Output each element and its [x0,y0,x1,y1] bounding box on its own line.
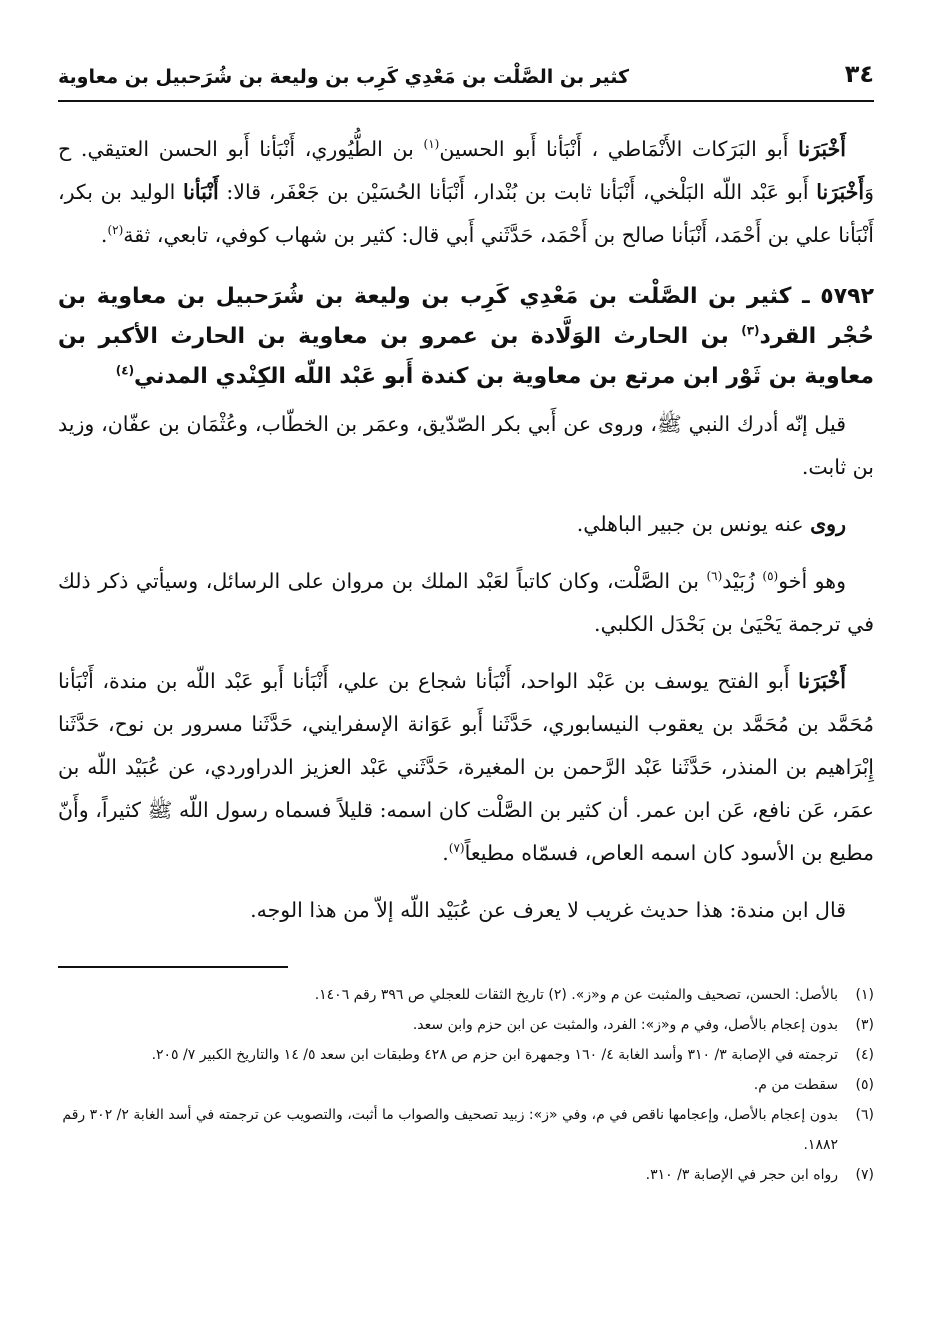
keyword-anbaana: أَنْبَأنا [182,180,219,204]
entry-heading-text: ٥٧٩٢ ـ كثير بن الصَّلْت بن مَعْدِي كَرِب بن وليعة بن شُرَحبيل بن معاوية بن حُجْر القرد [58,284,874,349]
period: . [442,841,449,865]
paragraph-text: بن الطُّيُوري، أَنْبَأنا أَبو الحسن العتيقي. ح وَ [58,137,874,204]
footnote-text: رواه ابن حجر في الإصابة ٣/ ٣١٠. [645,1167,838,1183]
paragraph-text: الوليد بن بكر، أَنْبَأنا علي بن أَحْمَد، أَنْبَأنا صالح بن أَحْمَد، حَدَّثَني أَبي قال: كثير بن شهاب كوفي، تابعي، ثقة [58,180,874,247]
footnote-item [58,1070,874,1100]
keyword-akhbarana: أَخْبَرَنا [798,669,846,693]
footnote-ref-7: (٧) [448,841,465,856]
footnote-text: ترجمته في الإصابة ٣/ ٣١٠ وأسد الغابة ٤/ ١٦٠ وجمهرة ابن حزم ص ٤٢٨ وطبقات ابن سعد ٥/ ١٤ والتاريخ الكبير ٧/ ٢٠٥. [151,1047,838,1063]
footnote-text: بدون إعجام بالأصل، وإعجامها ناقص في م، وفي «ز»: زبيد تصحيف والصواب ما أثبت، والتصويب عن ترجمته في أسد الغابة ٢/ ٣٠٢ رقم ١٨٨٢. [62,1107,838,1153]
paragraph-text: عنه يونس بن جبير الباهلي. [576,512,811,536]
footnote-number: (٣) [855,1017,874,1033]
footnote-number: (٥) [855,1077,874,1093]
footnote-number: (٧) [855,1167,874,1183]
footnote-ref-5: (٥) [762,569,779,584]
closing-paragraph: قال ابن مندة: هذا حديث غريب لا يعرف عن عُبَيْد اللّه إلاّ من هذا الوجه. [250,898,846,922]
footnotes-divider [58,966,288,968]
footnote-ref-6: (٦) [706,569,723,584]
footnote-text: بالأصل: الحسن، تصحيف والمثبت عن م و«ز». (٢) تاريخ الثقات للعجلي ص ٣٩٦ رقم ١٤٠٦. [314,987,838,1003]
page-number: ٣٤ [844,60,874,88]
main-text [58,128,874,932]
entry-heading-text: بن الحارث الوَلَّادة بن عمرو بن معاوية بن الحارث الأكبر بن معاوية بن ثَوْر ابن مرتع بن معاوية بن كندة أَبو عَبْد اللّه الكِنْدي المدني [58,324,874,389]
running-title: كثير بن الصَّلْت بن مَعْدِي كَرِب بن وليعة بن شُرَحبيل بن معاوية [58,66,630,88]
footnote-ref-1: (١) [423,137,440,152]
paragraph-text: أَبو الفتح يوسف بن عَبْد الواحد، أَنْبَأنا شجاع بن علي، أَنْبَأنا أَبو عَبْد اللّه بن مندة، أَنْبَأنا مُحَمَّد بن مُحَمَّد بن يعقوب النيسابوري، حَدَّثَنا أَبو عَوَانة الإسفرايني، حَدَّثَنا مسرور بن نوح، حَدَّثَنا إِبْرَاهيم بن المنذر، حَدَّثَنا عَبْد الرَّحمن بن المغيرة، حَدَّثَني عَبْد العزيز الدراوردي، عن عُبَيْد اللّه بن عمَر، عَن نافع، عَن ابن عمر. أن كثير بن الصَّلْت كان اسمه: قليلاً فسماه رسول اللّه ﷺ كثيراً، وأَنّ مطيع بن الأسود كان اسمه العاص، فسمّاه مطيعاً [58,669,874,865]
brother-paragraph [58,560,874,646]
footnote-number: (١) [855,987,874,1003]
keyword-akhbarana: أَخْبَرَنا [816,180,865,204]
footnotes [58,980,874,1190]
running-head [58,60,874,102]
keyword-rawa: روى [810,512,846,536]
paragraph-text: أَبو البَرَكات الأَنْمَاطي ، أَنْبَأنا أَبو الحسين [439,137,799,161]
footnote-item [58,1040,874,1070]
book-page [58,60,874,1190]
footnote-text: بدون إعجام بالأصل، وفي م و«ز»: الفرد، والمثبت عن ابن حزم وابن سعد. [412,1017,838,1033]
footnote-item [58,980,874,1010]
biography-paragraph: قيل إنّه أدرك النبي ﷺ، وروى عن أَبي بكر الصّدّيق، وعمَر بن الخطّاب، وعُثْمَان بن عفّان، وزيد بن ثابت. [58,412,874,479]
footnote-ref-4: (٤) [115,363,135,378]
footnote-ref-2: (٢) [107,223,124,238]
narrators-paragraph [58,503,874,546]
paragraph-text: وهو أخو [778,569,846,593]
footnote-text: سقطت من م. [753,1077,838,1093]
paragraph-text: بن الصَّلْت، وكان كاتباً لعَبْد الملك بن مروان على الرسائل، وسيأتي ذكر ذلك في ترجمة يَحْيَىٰ بن بَحْدَل الكلبي. [58,569,874,636]
paragraph-text: أَبو عَبْد اللّه البَلْخي، أَنْبَأنا ثابت بن بُنْدار، أَنْبَأنا الحُسَيْن بن جَعْفَر، قالا: [218,180,817,204]
paragraph-text: زُبَيْد [722,569,763,593]
footnote-item [58,1100,874,1160]
footnote-number: (٦) [855,1107,874,1123]
keyword-akhbarana: أَخْبَرَنا [798,137,846,161]
footnote-number: (٤) [855,1047,874,1063]
isnad-paragraph-2 [58,660,874,875]
footnote-item [58,1010,874,1040]
footnote-item [58,1160,874,1190]
isnad-paragraph-1 [58,128,874,257]
period: . [100,223,108,247]
entry-heading [58,277,874,397]
footnote-ref-3: (٣) [741,323,760,338]
